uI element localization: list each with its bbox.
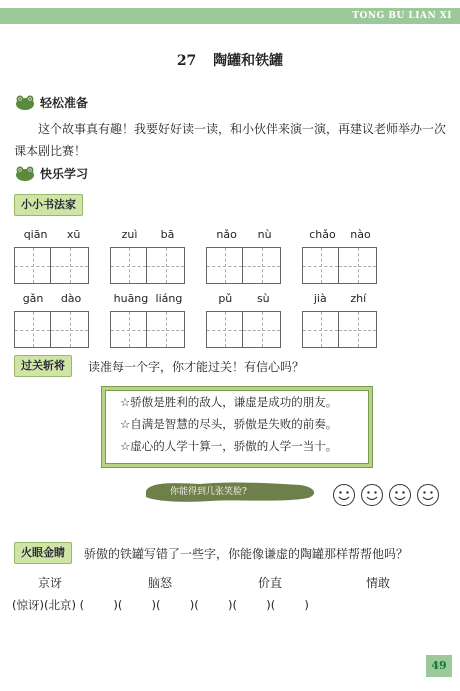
pinyin: huāng — [113, 292, 149, 305]
writing-cell[interactable] — [14, 247, 51, 284]
pinyin: xū — [66, 228, 81, 241]
eyes-tag: 火眼金睛 — [14, 542, 72, 564]
writing-group — [206, 228, 282, 284]
frog-icon — [14, 165, 36, 181]
pinyin: dào — [60, 292, 82, 305]
pinyin: nù — [257, 228, 272, 241]
writing-cell[interactable] — [302, 311, 339, 348]
pinyin: zhí — [350, 292, 367, 305]
writing-group — [302, 292, 378, 348]
writing-cell[interactable] — [302, 247, 339, 284]
answer-blanks[interactable]: ( )( )( )( )( )( ) — [79, 598, 309, 612]
wrong-word: 京讶 — [38, 576, 63, 590]
learn-heading — [14, 163, 88, 183]
sentence-line: ☆骄傲是胜利的敌人，谦虚是成功的朋友。 — [120, 395, 338, 409]
prep-heading — [14, 92, 88, 112]
sentence-line: ☆自满是智慧的尽头，骄傲是失败的前奏。 — [120, 417, 338, 431]
writing-group — [14, 292, 90, 348]
pass-instruction: 读准每一个字，你才能过关！有信心吗？ — [88, 360, 305, 374]
writing-cell[interactable] — [51, 247, 89, 284]
pinyin: pǔ — [218, 292, 233, 305]
smiley-face-icon[interactable] — [360, 483, 384, 507]
writing-cell[interactable] — [339, 247, 377, 284]
calligraphy-tag: 小小书法家 — [14, 194, 83, 216]
writing-group — [110, 228, 186, 284]
smiley-face-icon[interactable] — [416, 483, 440, 507]
learn-heading-text: 快乐学习 — [40, 166, 89, 181]
writing-cell[interactable] — [110, 311, 147, 348]
prep-heading-text: 轻松准备 — [40, 95, 89, 110]
writing-cell[interactable] — [206, 311, 243, 348]
smiley-face-icon[interactable] — [332, 483, 356, 507]
writing-cell[interactable] — [51, 311, 89, 348]
sentence-box — [105, 390, 369, 464]
smiley-row — [332, 483, 440, 507]
pinyin: sù — [256, 292, 270, 305]
example-answer: (惊讶)(北京) — [12, 598, 76, 612]
pinyin: gǎn — [22, 292, 44, 305]
writing-cell[interactable] — [206, 247, 243, 284]
pinyin: bā — [160, 228, 175, 241]
smiley-face-icon[interactable] — [388, 483, 412, 507]
writing-cell[interactable] — [147, 311, 185, 348]
pinyin: nǎo — [216, 228, 237, 241]
answer-row — [12, 597, 452, 613]
writing-group — [302, 228, 378, 284]
smile-question: 你能得到几张笑脸? — [170, 487, 247, 497]
lesson-title-text: 陶罐和铁罐 — [213, 53, 284, 69]
wrong-word: 脑怒 — [148, 576, 173, 590]
writing-cell[interactable] — [147, 247, 185, 284]
writing-group — [14, 228, 90, 284]
writing-group — [110, 292, 186, 348]
lesson-title — [0, 50, 460, 70]
frog-icon — [14, 94, 36, 110]
writing-cell[interactable] — [110, 247, 147, 284]
pinyin: liáng — [155, 292, 183, 305]
wrong-word: 情敢 — [366, 576, 391, 590]
page-number: 49 — [426, 655, 452, 677]
writing-cell[interactable] — [339, 311, 377, 348]
prep-text: 这个故事真有趣！我要好好读一读，和小伙伴来演一演，再建议老师举办一次课本剧比赛！ — [14, 122, 447, 158]
sentence-line: ☆虚心的人学十算一，骄傲的人学一当十。 — [120, 439, 338, 453]
pass-tag: 过关斩将 — [14, 355, 72, 377]
writing-cell[interactable] — [243, 247, 281, 284]
eyes-instruction: 骄傲的铁罐写错了一些字，你能像谦虚的陶罐那样帮帮他吗？ — [84, 547, 409, 561]
writing-group — [206, 292, 282, 348]
lesson-number: 27 — [176, 53, 197, 69]
pinyin: jià — [313, 292, 327, 305]
writing-cell[interactable] — [14, 311, 51, 348]
writing-cell[interactable] — [243, 311, 281, 348]
wrong-word: 价直 — [258, 576, 283, 590]
pinyin: qiān — [23, 228, 48, 241]
pinyin: chǎo — [309, 228, 336, 241]
pinyin: nào — [350, 228, 371, 241]
header-series-text: TONG BU LIAN XI — [352, 11, 452, 21]
pinyin: zuì — [121, 228, 138, 241]
